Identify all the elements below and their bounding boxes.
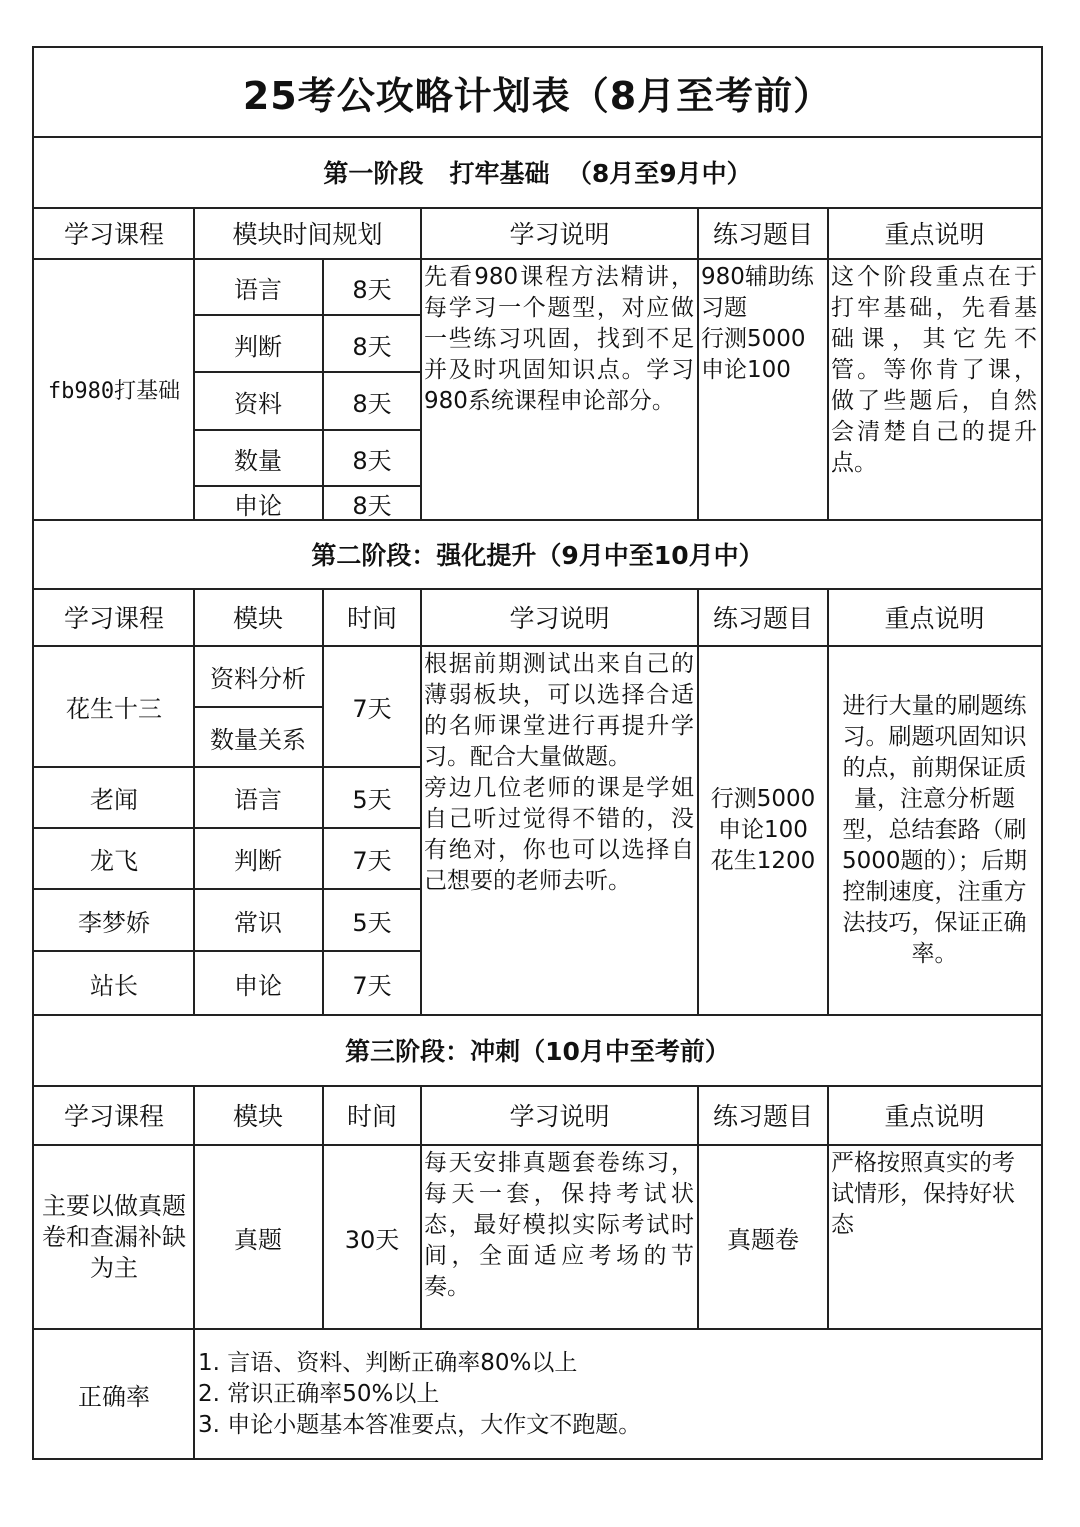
- stage-1-header-description: 学习说明: [509, 220, 610, 249]
- stage-1-module: 语言: [234, 275, 282, 304]
- stage-2-heading: 第二阶段：强化提升（9月中至10月中）: [311, 541, 764, 570]
- stage-2-header-module: 模块: [232, 604, 283, 633]
- stage-3-course: 主要以做真题卷和查漏补缺为主: [42, 1191, 186, 1282]
- stage-1-course: fb980打基础: [47, 378, 181, 404]
- stage-2-teacher: 李梦娇: [78, 908, 150, 937]
- stage-3-description: 每天安排真题套卷练习，每天一套，保持考试状态，最好模拟实际考试时间，全面适应考场的节奏。: [424, 1150, 694, 1300]
- accuracy-item: 3. 申论小题基本答准要点，大作文不跑题。: [198, 1412, 642, 1438]
- stage-2-teacher: 龙飞: [90, 847, 138, 875]
- stage-3-header-description: 学习说明: [509, 1102, 610, 1131]
- stage-1-heading: 第一阶段 打牢基础 （8月至9月中）: [323, 159, 752, 188]
- stage-1-header-course: 学习课程: [63, 220, 164, 249]
- stage-2-header-practice: 练习题目: [712, 604, 813, 633]
- stage-1-focus: 这个阶段重点在于打牢基础，先看基础课，其它先不管。等你肯了课，做了些题后，自然会清楚自己的提升点。: [831, 264, 1037, 476]
- stage-2-description: 根据前期测试出来自己的薄弱板块，可以选择合适的名师课堂进行再提升学习。配合大量做题。 旁边几位老师的课是学姐自己听过觉得不错的，没有绝对，你也可以选择自己想要的老师去听。: [424, 651, 694, 894]
- stage-3-heading: 第三阶段：冲刺（10月中至考前）: [345, 1037, 730, 1066]
- stage-3-header-time: 时间: [346, 1102, 397, 1131]
- page-title: 25考公攻略计划表（8月至考前）: [242, 73, 833, 118]
- stage-1-header-practice: 练习题目: [712, 220, 813, 249]
- stage-1-days: 8天: [352, 275, 392, 304]
- stage-2-header-description: 学习说明: [509, 604, 610, 633]
- stage-2-header-focus: 重点说明: [884, 604, 985, 633]
- stage-2-days: 7天: [352, 695, 392, 723]
- stage-3-days: 30天: [344, 1225, 400, 1254]
- stage-3-practice: 真题卷: [727, 1225, 799, 1254]
- stage-2-days: 5天: [352, 786, 392, 814]
- stage-1-module: 判断: [234, 332, 282, 361]
- stage-2-practice: 行测5000 申论100 花生1200: [710, 786, 816, 874]
- stage-1-module: 数量: [234, 447, 282, 475]
- stage-3-header-focus: 重点说明: [884, 1102, 985, 1131]
- stage-3-header-module: 模块: [232, 1102, 283, 1131]
- stage-2-days: 7天: [352, 847, 392, 875]
- stage-1-module: 申论: [234, 491, 282, 520]
- stage-1-module: 资料: [234, 390, 282, 418]
- plan-table: [32, 46, 1043, 1460]
- stage-2-header-time: 时间: [346, 604, 397, 633]
- stage-2-days: 7天: [352, 971, 392, 1000]
- stage-1-description: 先看980课程方法精讲，每学习一个题型，对应做一些练习巩固，找到不足并及时巩固知识点。学习980系统课程申论部分。: [424, 264, 694, 414]
- stage-2-module: 语言: [234, 786, 282, 814]
- stage-2-module: 资料分析: [210, 665, 306, 693]
- accuracy-label: 正确率: [78, 1382, 150, 1411]
- stage-1-header-module-plan: 模块时间规划: [232, 220, 383, 249]
- stage-2-module: 申论: [234, 971, 282, 1000]
- stage-2-module: 常识: [234, 908, 282, 937]
- accuracy-list: [198, 1348, 1028, 1441]
- stage-2-module: 数量关系: [210, 725, 306, 754]
- stage-1-header-focus: 重点说明: [884, 220, 985, 249]
- stage-3-module: 真题: [234, 1225, 282, 1254]
- stage-1-days: 8天: [352, 491, 392, 520]
- stage-2-module: 判断: [234, 847, 282, 875]
- accuracy-item: 2. 常识正确率50%以上: [198, 1381, 440, 1407]
- stage-1-days: 8天: [352, 390, 392, 418]
- stage-3-header-course: 学习课程: [63, 1102, 164, 1131]
- stage-3-header-practice: 练习题目: [712, 1102, 813, 1131]
- stage-2-focus: 进行大量的刷题练习。刷题巩固知识的点，前期保证质量，注意分析题型，总结套路（刷5000题的）；后期控制速度，注重方法技巧，保证正确率。: [841, 693, 1028, 967]
- stage-1-days: 8天: [352, 332, 392, 361]
- stage-3-focus: 严格按照真实的考试情形，保持好状态: [831, 1150, 1015, 1238]
- stage-1-days: 8天: [352, 447, 392, 475]
- stage-1-practice: 980辅助练习题 行测5000 申论100: [701, 264, 814, 383]
- stage-2-teacher: 老闻: [90, 786, 138, 814]
- stage-2-teacher: 站长: [90, 971, 138, 1000]
- stage-2-days: 5天: [352, 908, 392, 937]
- stage-2-header-course: 学习课程: [63, 604, 164, 633]
- accuracy-item: 1. 言语、资料、判断正确率80%以上: [198, 1350, 578, 1376]
- stage-2-teacher: 花生十三: [66, 695, 162, 723]
